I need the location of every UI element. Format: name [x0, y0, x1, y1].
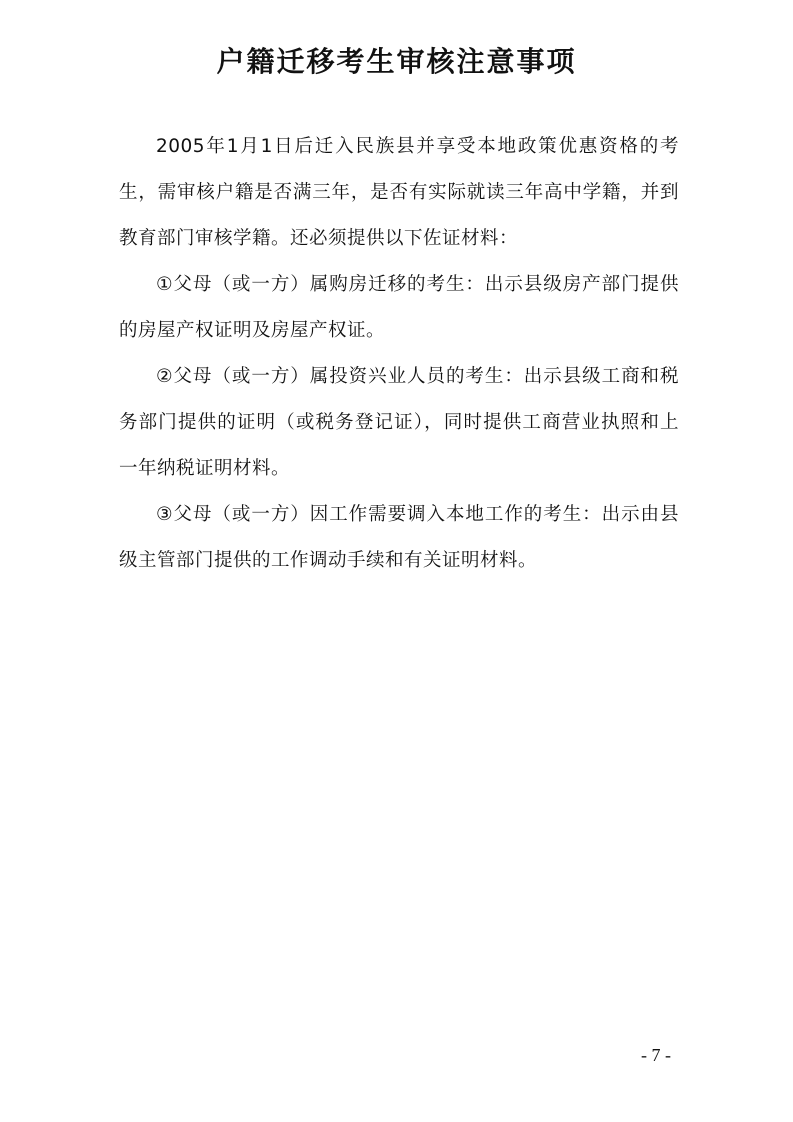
paragraph-item-1: ①父母（或一方）属购房迁移的考生：出示县级房产部门提供的房屋产权证明及房屋产权证。	[119, 274, 679, 341]
document-body	[119, 124, 679, 584]
page-number: - 7 -	[641, 1045, 671, 1065]
paragraph-intro: 2005年1月1日后迁入民族县并享受本地政策优惠资格的考生，需审核户籍是否满三年，是否有实际就读三年高中学籍，并到教育部门审核学籍。还必须提供以下佐证材料：	[119, 136, 679, 249]
paragraph-item-2: ②父母（或一方）属投资兴业人员的考生：出示县级工商和税务部门提供的证明（或税务登记证），同时提供工商营业执照和上一年纳税证明材料。	[119, 366, 679, 479]
page-title: 户籍迁移考生审核注意事项	[216, 45, 577, 78]
paragraph-item-3: ③父母（或一方）因工作需要调入本地工作的考生：出示由县级主管部门提供的工作调动手续和有关证明材料。	[119, 504, 679, 571]
